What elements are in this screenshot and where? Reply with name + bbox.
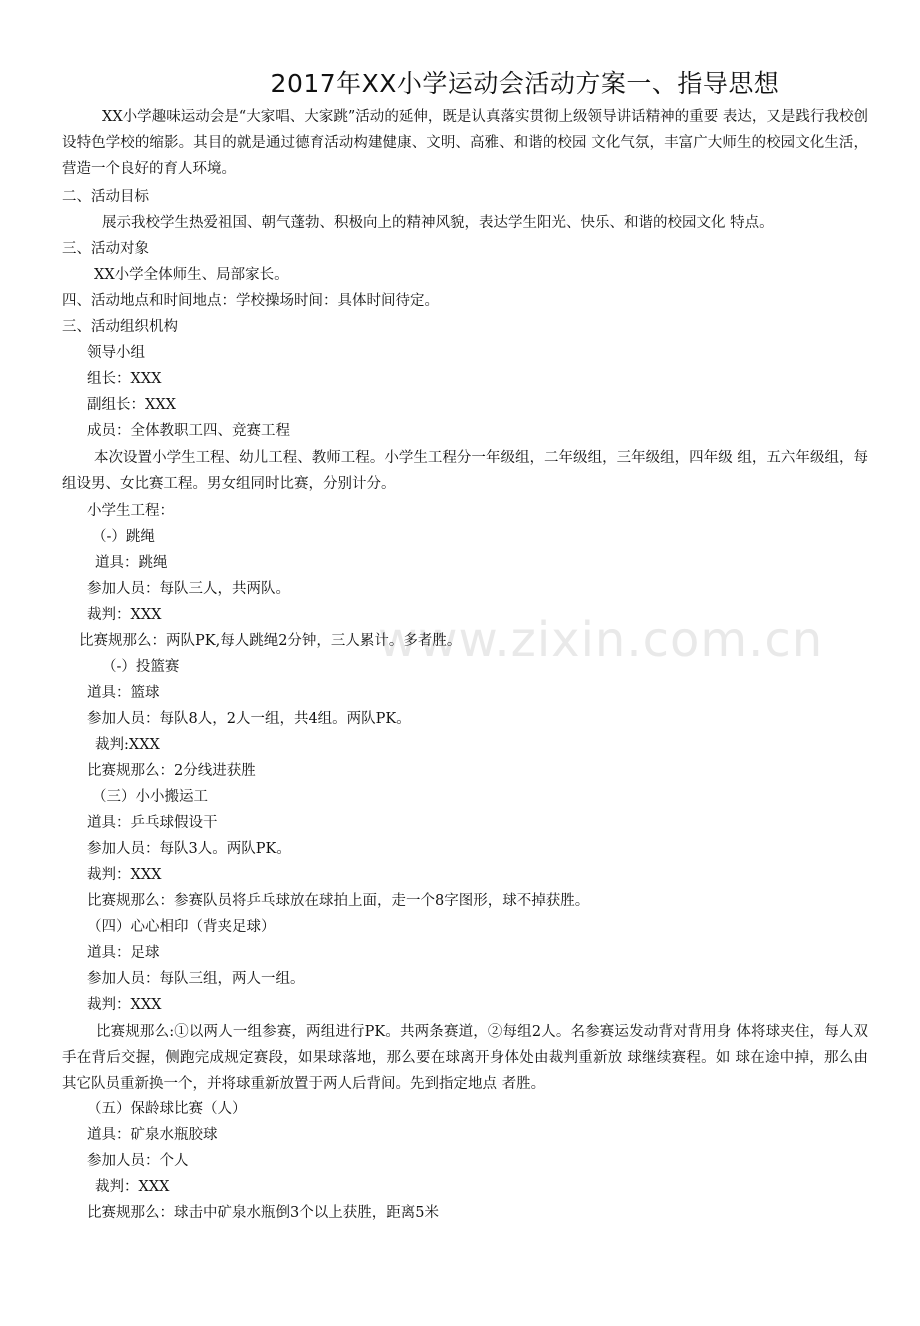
event-3-people: 参加人员：每队3人。两队PK。 bbox=[87, 841, 291, 857]
event-1-tool: 道具：跳绳 bbox=[95, 555, 168, 571]
event-2-judge: 裁判:XXX bbox=[95, 737, 160, 753]
event-1-rule: 比赛规那么：两队PK,每人跳绳2分钟，三人累计。多者胜。 bbox=[79, 633, 462, 649]
event-5-people: 参加人员：个人 bbox=[87, 1153, 189, 1169]
event-2-people: 参加人员：每队8人，2人一组，共4组。两队PK。 bbox=[87, 711, 411, 727]
org-vice-leader: 副组长：XXX bbox=[87, 397, 176, 413]
event-1-judge: 裁判：XXX bbox=[87, 607, 162, 623]
heading-place-time: 四、活动地点和时间地点：学校操场时间：具体时间待定。 bbox=[62, 293, 439, 309]
event-3-rule: 比赛规那么：参赛队员将乒乓球放在球拍上面，走一个8字图形，球不掉获胜。 bbox=[87, 893, 590, 909]
event-3-judge: 裁判：XXX bbox=[87, 867, 162, 883]
org-members: 成员：全体教职工四、竞赛工程 bbox=[87, 423, 290, 439]
watermark: www.zixin.com.cn bbox=[378, 612, 824, 668]
event-4-rule: 比赛规那么:①以两人一组参赛，两组进行PK。共两条赛道，②每组2人。名参赛运发动背对背用身 体将球夹住，每人双手在背后交握，侧跑完成规定赛段，如果球落地，那么要在球离开身体处由裁判重新放 球继续赛程。如 球在途中掉，那么由其它队员重新换一个，并将球重新放置于两人后背间。先到指定地点 者胜。 bbox=[62, 1024, 868, 1092]
event-4-title: （四）心心相印（背夹足球） bbox=[87, 919, 276, 935]
event-2-tool: 道具：篮球 bbox=[87, 685, 160, 701]
event-5-judge: 裁判：XXX bbox=[95, 1179, 170, 1195]
event-5-tool: 道具：矿泉水瓶胶球 bbox=[87, 1127, 218, 1143]
heading-goal: 二、活动目标 bbox=[62, 189, 149, 205]
goal-text: 展示我校学生热爱祖国、朝气蓬勃、积极向上的精神风貌，表达学生阳光、快乐、和谐的校园文化 特点。 bbox=[102, 215, 774, 231]
event-5-rule: 比赛规那么：球击中矿泉水瓶倒3个以上获胜，距离5米 bbox=[87, 1205, 439, 1221]
intro-paragraph: XX小学趣味运动会是“大家唱、大家跳”活动的延伸，既是认真落实贯彻上级领导讲话精神的重要 表达，又是践行我校创设特色学校的缩影。其目的就是通过德育活动构建健康、文明、高雅、和谐的校园 文化气氛，丰富广大师生的校园文化生活，营造一个良好的育人环境。 bbox=[62, 109, 868, 177]
event-4-people: 参加人员：每队三组，两人一组。 bbox=[87, 971, 305, 987]
event-3-title: （三）小小搬运工 bbox=[92, 789, 208, 805]
org-leader: 组长：XXX bbox=[87, 371, 162, 387]
event-3-tool: 道具：乒乓球假设干 bbox=[87, 815, 218, 831]
heading-target: 三、活动对象 bbox=[62, 241, 149, 257]
event-1-people: 参加人员：每队三人，共两队。 bbox=[87, 581, 290, 597]
target-text: XX小学全体师生、局部家长。 bbox=[94, 267, 289, 283]
event-4-tool: 道具：足球 bbox=[87, 945, 160, 961]
event-5-title: （五）保龄球比赛（人） bbox=[87, 1101, 247, 1117]
pupil-events-heading: 小学生工程： bbox=[87, 503, 174, 519]
event-2-rule: 比赛规那么：2分线进获胜 bbox=[87, 763, 256, 779]
event-4-judge: 裁判：XXX bbox=[87, 997, 162, 1013]
document-title: 2017年XX小学运动会活动方案一、指导思想 bbox=[270, 69, 780, 98]
competition-intro: 本次设置小学生工程、幼儿工程、教师工程。小学生工程分一年级组，二年级组，三年级组，四年级 组，五六年级组，每组设男、女比赛工程。男女组同时比赛，分别计分。 bbox=[62, 450, 868, 492]
heading-organization: 三、活动组织机构 bbox=[62, 319, 178, 335]
org-group: 领导小组 bbox=[87, 345, 145, 361]
event-1-title: （-）跳绳 bbox=[92, 529, 155, 545]
event-2-title: （-）投篮赛 bbox=[102, 659, 180, 675]
